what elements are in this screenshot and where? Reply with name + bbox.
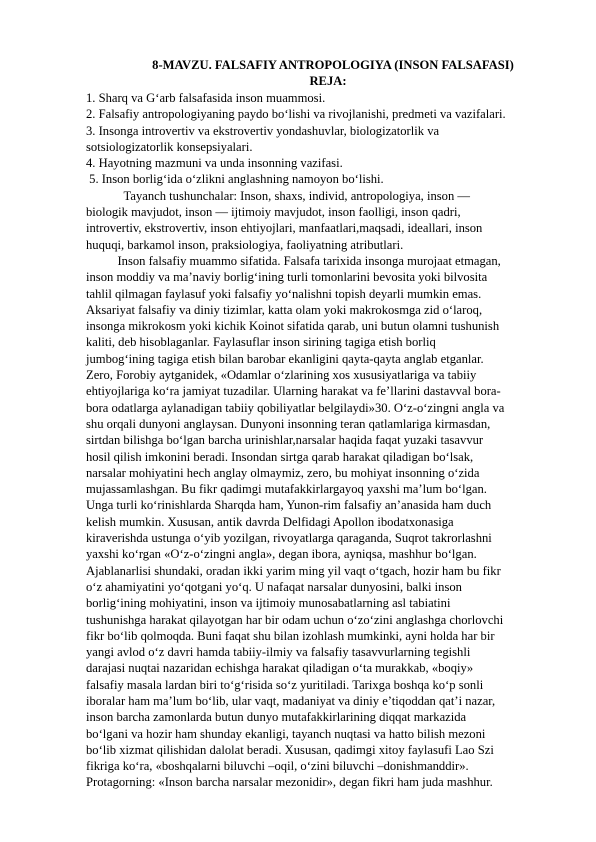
- document-title: 8-MAVZU. FALSAFIY ANTROPOLOGIYA (INSON FALSAFASI): [152, 58, 514, 72]
- text-line: Ajablanarlisi shundaki, oradan ikki yarim ming yil vaqt o‘tgach, hozir ham bu fikr: [86, 563, 501, 578]
- text-line: Unga turli ko‘rinishlarda Sharqda ham, Yunon-rim falsafiy an’anasida ham duch: [86, 498, 492, 513]
- text-line: kiraverishda ustunga o‘yib yozilgan, rivoyatlarga qaraganda, Suqrot takrorlashni: [86, 531, 492, 546]
- text-line: kaliti, deb hisoblaganlar. Faylasuflar inson sirining tagiga etish borliq: [86, 335, 436, 350]
- text-line: inson barcha zamonlarda butun dunyo mutafakkirlarining diqqat markazida: [86, 710, 467, 725]
- text-line: sotsiologizatorlik konsepsiyalari.: [86, 139, 253, 154]
- text-line: bo‘lib xizmat qilishidan dalolat beradi. Xususan, qadimgi xitoy faylasufi Lao Szi: [86, 742, 494, 757]
- text-line: yangi avlod o‘z davri hamda tabiiy-ilmiy va falsafiy tasavvurlarning tegishli: [86, 645, 471, 660]
- text-line: borlig‘ining mohiyatini, inson va ijtimoiy munosabatlarning asl tabiatini: [86, 596, 451, 611]
- text-line: tushunishga harakat qilayotgan har bir odam uchun o‘zo‘zini anglashga chorlovchi: [86, 612, 504, 627]
- text-line: shu orqali dunyoni anglaysan. Dunyoni insonning teran qatlamlariga kirmasdan,: [86, 416, 491, 431]
- text-line: iboralar ham ma’lum bo‘lib, ular vaqt, madaniyat va diniy e’tiqoddan qat’i nazar,: [86, 693, 496, 708]
- text-line: 4. Hayotning mazmuni va unda insonning vazifasi.: [86, 156, 343, 171]
- text-line: darajasi nuqtai nazaridan echishga harakat qiladigan o‘ta murakkab, «boqiy»: [86, 661, 474, 676]
- text-line: fikriga ko‘ra, «boshqalarni biluvchi –oqil, o‘zini biluvchi –donishmanddir».: [86, 759, 469, 774]
- text-line: tahlil qilmagan faylasuf yoki falsafiy yo‘nalishni topish deyarli mumkin emas.: [86, 286, 482, 301]
- text-line: Protagorning: «Inson barcha narsalar mezonidir», degan fikri ham juda mashhur.: [86, 775, 493, 790]
- text-line: o‘z ahamiyatini yo‘qotgani yo‘q. U nafaqat narsalar dunyosini, balki inson: [86, 579, 462, 594]
- text-line: 5. Inson borlig‘ida o‘zlikni anglashning namoyon bo‘lishi.: [86, 172, 384, 187]
- text-line: bo‘lgani va hozir ham shunday ekanligi, tayanch nuqtasi va hatto bilish mezoni: [86, 726, 486, 741]
- text-line: insonga mikrokosm yoki kichik Koinot sifatida qarab, uni butun olamni tushunish: [86, 319, 500, 334]
- text-line: fikr bo‘lib qolmoqda. Buni faqat shu bilan izohlash mumkinki, ayni holda har bir: [86, 628, 495, 643]
- text-line: Tayanch tushunchalar: Inson, shaxs, individ, antropologiya, inson —: [86, 188, 470, 203]
- text-line: inson moddiy va ma’naviy borlig‘ining turli tomonlarini bevosita yoki bilvosita: [86, 270, 488, 285]
- text-line: hosil qilish imkonini beradi. Insondan sirtga qarab harakat qiladigan bo‘lsak,: [86, 449, 474, 464]
- text-line: biologik mavjudot, inson — ijtimoiy mavjudot, inson faolligi, inson qadri,: [86, 205, 461, 220]
- text-line: falsafiy masala lardan biri to‘g‘risida so‘z yuritiladi. Tarixga boshqa ko‘p sonli: [86, 677, 484, 692]
- text-line: Zero, Forobiy aytganidek, «Odamlar o‘zlarining xos xususiyatlariga va tabiiy: [86, 368, 477, 383]
- text-line: mujassamlashgan. Bu fikr qadimgi mutafakkirlargayoq yaxshi ma’lum bo‘lgan.: [86, 482, 487, 497]
- text-line: yaxshi ko‘rgan «O‘z-o‘zingni angla», degan ibora, ayniqsa, mashhur bo‘lgan.: [86, 547, 477, 562]
- text-line: ehtiyojlariga ko‘ra jamiyat tuzadilar. Ularning harakat va fe’llarini dastavval bora-: [86, 384, 501, 399]
- text-line: sirtdan bilishga bo‘lgan barcha urinishlar,narsalar haqida faqat yuzaki tasavvur: [86, 433, 484, 448]
- plan-heading: REJA:: [309, 74, 347, 88]
- document-body: [86, 90, 536, 791]
- text-line: Inson falsafiy muammo sifatida. Falsafa tarixida insonga murojaat etmagan,: [86, 253, 501, 268]
- text-line: 3. Insonga introvertiv va ekstrovertiv yondashuvlar, biologizatorlik va: [86, 123, 440, 138]
- text-line: Aksariyat falsafiy va diniy tizimlar, katta olam yoki makrokosmga zid o‘laroq,: [86, 302, 483, 317]
- text-line: 1. Sharq va G‘arb falsafasida inson muammosi.: [86, 91, 326, 105]
- text-line: huquqi, barkamol inson, praksiologiya, faoliyatning atributlari.: [86, 237, 404, 252]
- text-line: jumbog‘ining tagiga etish bilan barobar ekanligini qayta-qayta anglab etganlar.: [86, 351, 484, 366]
- text-line: kelish mumkin. Xususan, antik davrda Delfidagi Apollon ibodatxonasiga: [86, 514, 454, 529]
- text-line: introvertiv, ekstrovertiv, inson ehtiyojlari, manfaatlari,maqsadi, ideallari, inson: [86, 221, 483, 236]
- text-line: bora odatlarga aylanadigan tabiiy qobiliyatlar belgilaydi»30. O‘z-o‘zingni angla va: [86, 400, 505, 415]
- text-line: narsalar mohiyatini hech anglay olmaymiz, zero, bu mohiyat insonning o‘zida: [86, 465, 480, 480]
- text-line: 2. Falsafiy antropologiyaning paydo bo‘lishi va rivojlanishi, predmeti va vazifalari.: [86, 107, 506, 122]
